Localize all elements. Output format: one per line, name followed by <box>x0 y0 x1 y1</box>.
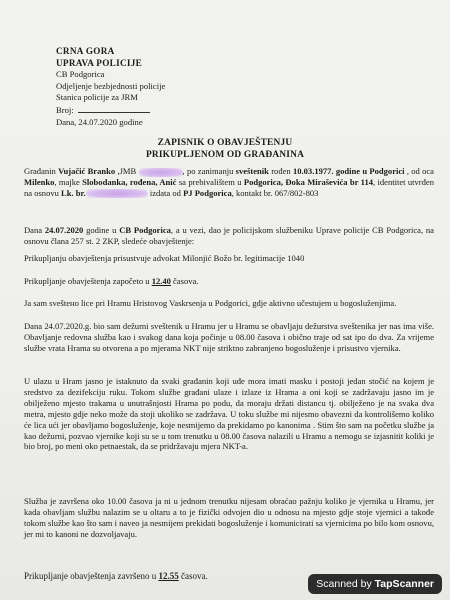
text: časova. <box>170 276 199 286</box>
title-line-1: ZAPISNIK O OBAVJEŠTENJU <box>157 138 293 148</box>
statement-place: CB Podgorica <box>119 225 171 235</box>
text: Dana <box>24 225 45 235</box>
start-time: 12.40 <box>151 276 171 286</box>
citizen-name: Vujačić Branko <box>58 166 116 176</box>
start-time-line <box>24 276 434 287</box>
issuer: PJ Podgorica <box>183 187 232 198</box>
text: , identitet utvrđen na osnovu <box>24 176 434 198</box>
statement-service-end: Služba je završena oko 10.00 časova ja ni u jednom trenutku nijesam obraćao pažnju koliko je vjernika u Hramu, jer kada obavljam službu nalazim se u oltaru a to je fizički odvojen dio u odnosu na mjesto gdje stoje vjernici a takođe tokom službe kao što sam i naveo ja nesmijem prekidati bogosluženje i komunicirati sa vjernicima po bilo kom osnovu, jer mi to kanoni ne dozvoljavaju. <box>24 496 434 539</box>
text: , po zanimanju <box>182 166 236 176</box>
department-name: Odjeljenje bezbjednosti policije <box>56 80 166 91</box>
text: izdata od <box>147 187 184 198</box>
statement-measures: U ulazu u Hram jasno je istaknuto da svaki građanin koji uđe mora imati masku i postoji jedan stočić na kojem je sredstvo za dezifekciju ruku. Tokom službe građani ulaze i izlaze iz Hrama a oni koji se zadržavaju jasno im je obilježeno mjesto trakama u unutrašnjosti Hrama po podu, da moraju držati distancu tj. obilježeno je na svaka dva metra, mjesto gdje neko može da stoji ukoliko se zadržava. U toku službe mi nijesmo obavezni da kontrolišemo koliko će lica ući jer obavljamo bogosluženje, koje nesmijemo da prekidamo po kanonima . Stim što sam na početku službe ja kao dežurni, pozvao vjernike koji su se u tom trenutku u 08.00 časova nalazili u Hramu a nemogu se izjasnitit koliki je bio broj, po meni oko petnaestak, da se pridržavaju mjera NKT-a. <box>24 376 434 452</box>
text: , majke <box>54 176 83 187</box>
text: Građanin <box>24 166 59 176</box>
text: sa prebivalištem u <box>176 176 244 187</box>
text: rođen <box>268 166 293 176</box>
station-name: Stanica policije za JRM <box>56 92 138 103</box>
authority-name: UPRAVA POLICIJE <box>56 57 143 68</box>
scanner-brand: TapScanner <box>374 578 434 590</box>
text: godine u <box>83 225 120 235</box>
watermark-text: Scanned by <box>316 578 375 590</box>
id-card: Lk. br. <box>61 187 86 198</box>
date-paragraph <box>24 225 434 247</box>
scanner-watermark <box>308 574 442 594</box>
redacted-jmb <box>139 168 183 177</box>
text: , od oca <box>404 166 434 176</box>
document-title <box>0 137 450 161</box>
text: Prikupljanje obavještenja završeno u <box>24 571 159 581</box>
father-name: Milenko <box>24 176 55 187</box>
text: ,JMB <box>115 166 139 176</box>
broj-label: Broj: <box>56 104 74 115</box>
letterhead <box>56 46 165 128</box>
occupation: sveštenik <box>235 166 269 176</box>
unit-name: CB Podgorica <box>56 69 105 80</box>
end-time: 12.55 <box>158 571 179 581</box>
birth-info: 10.03.1977. godine u Podgorici <box>292 166 405 176</box>
text: Prikupljanje obavještenja započeto u <box>24 276 152 286</box>
redacted-id-number <box>86 189 148 198</box>
lawyer-paragraph: Prikupljanju obavještenja prisustvuje advokat Milonjić Božo br. legitimacije 1040 <box>24 253 305 263</box>
text: , a u vezi, dao je policijskom službeniku Uprave policije CB Podgorica, na osnovu člana 257 st. 2 ZKP, sledeće obavještenje: <box>24 225 434 246</box>
residence: Podgorica, Đoka Miraševića br 114 <box>243 176 374 187</box>
contact: , kontakt br. 067/802-803 <box>231 187 319 198</box>
country-name: CRNA GORA <box>56 46 115 56</box>
title-line-2: PRIKUPLJENOM OD GRAĐANINA <box>145 150 305 161</box>
header-date: Dana, 24.07.2020 godine <box>56 116 143 127</box>
statement-intro: Ja sam sveštено lice pri Hramu Hristovog Vaskrsenja u Podgorici, gdje aktivno učestujem u bogosluženjima. <box>24 298 397 308</box>
broj-blank <box>78 104 150 113</box>
text: časova. <box>178 571 208 581</box>
statement-duty: Dana 24.07.2020.g. bio sam dežurni sveštenik u Hramu jer u Hramu se obavljaju dežurstva sveštenika jer nas ima više. Obavljanje redovna služba kao i svakog dana koja počinje u 08.00 časova i obično traje od sat ipo do dva. Za vrijeme službe vrata Hrama su otvorena a po mjerama NKT nije striktno zabranjeno bogosluženje i prisustvo vjernika. <box>24 321 434 353</box>
citizen-paragraph <box>24 166 434 199</box>
statement-date: 24.07.2020 <box>44 225 84 235</box>
broj-line <box>56 104 165 117</box>
mother-name: Slobodanka, rođena, Anić <box>82 176 177 187</box>
